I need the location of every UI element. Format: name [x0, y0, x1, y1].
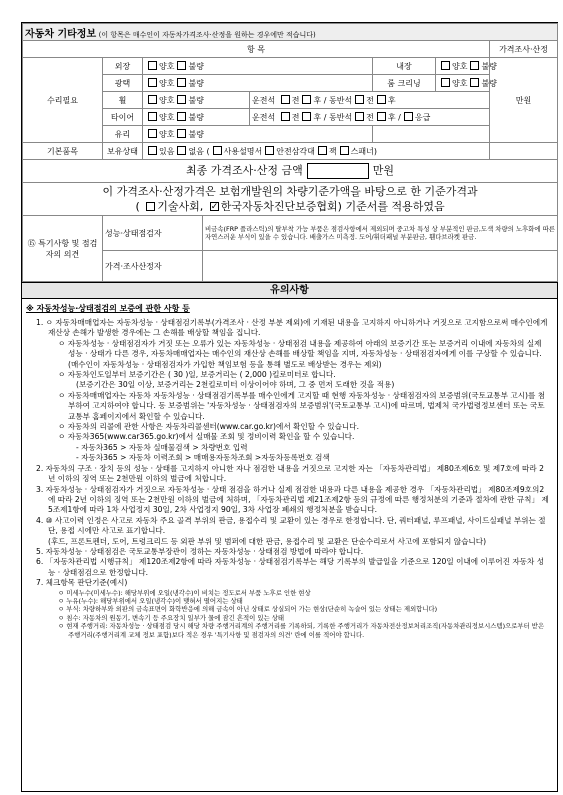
gloss-label: 광택 — [103, 75, 143, 92]
note-1f: ㅇ 자동차의 리콜에 관한 사항은 자동차리콜센터(www.car.go.kr)에서 확인할 수 있습니다. — [58, 422, 359, 432]
gloss-options — [143, 75, 373, 92]
bad-label: 불량 — [481, 61, 497, 71]
note-7d: ㅇ 침수: 자동차의 원동기, 변속기 등 주요장치 일부가 물에 잠긴 흔적이 있는 상태 — [58, 613, 285, 622]
col-price-header: 가격조사·산정 — [490, 41, 558, 58]
rear-label: 후 — [313, 95, 322, 105]
final-price-input[interactable] — [307, 163, 369, 179]
note-1b: ㅇ 자동차성능 · 상태점검자가 거짓 또는 오류가 있는 자동차성능 · 상태점검 내용을 제공하여 아래의 보증기간 또는 보증거리 이내에 자동차의 실제 성능 · 상태가 다른 경우, 자동차매매업자는 매수인의 재산상 손해를 배상할 책임을 지며, 자동차성능 · 상태점검자에게 이를 구상할 수 있습니다.(매수인이 자동차성능 · 상태점검자가 가입한 책임보험 등을 통해 별도로 배상받는 경우는 제외) — [58, 338, 542, 369]
front-label: 전 — [291, 112, 300, 122]
bad-label: 불량 — [481, 78, 497, 88]
spanner-checkbox[interactable] — [340, 146, 349, 155]
gloss-bad-checkbox[interactable] — [177, 78, 186, 87]
good-label: 양호 — [159, 112, 175, 122]
standard-line1: 이 가격조사·산정가격은 보험개발원의 차량기준가액을 바탕으로 한 기준가격과 — [102, 185, 478, 198]
room-options — [436, 75, 497, 92]
tire-passenger-front-checkbox[interactable] — [355, 112, 364, 121]
standard-row — [23, 183, 558, 216]
basic-price — [490, 143, 558, 160]
triangle-label: 안전삼각대 — [276, 146, 315, 156]
standard-association-checkbox[interactable] — [210, 202, 219, 211]
wheel-options — [143, 92, 250, 109]
front-label: 전 — [366, 95, 374, 105]
rear-label: 후 — [387, 112, 396, 122]
final-price-row — [23, 160, 558, 183]
note-1: 1. ㅇ 자동차매매업자는 자동차성능 · 상태점검기록부(가격조사 · 산정 부분 제외)에 기재된 내용을 고지하지 아니하거나 거짓으로 고지함으로써 매수인에게 재산상 손해가 발생한 경우에는 그 손해를 배상할 책임을 집니다. — [36, 318, 548, 338]
note-7a: ㅇ 미세누수(미세누수): 해당부위에 오일(냉각수)이 비치는 정도로서 부품 노후로 인한 현상 — [58, 588, 311, 597]
tire-positions: 운전석 전 후 / 동반석 전 후 / 응급 — [250, 109, 490, 126]
good-label: 양호 — [159, 129, 175, 139]
final-price-label: 최종 가격조사·산정 금액 — [186, 164, 303, 177]
note-7: 7. 체크항목 판단기준(예시) — [36, 578, 128, 588]
driver-label: 운전석 — [252, 112, 276, 122]
driver-label: 운전석 — [252, 95, 276, 105]
good-label: 양호 — [159, 78, 175, 88]
interior-label: 내장 — [373, 58, 436, 75]
standard-society-label: 기술사회, — [157, 200, 204, 213]
final-price-unit: 만원 — [372, 164, 395, 177]
exterior-bad-checkbox[interactable] — [177, 61, 186, 70]
note-7c: ㅇ 부식: 차량하부와 외판의 금속표면이 화학반응에 의해 금속이 아닌 상태로 상실되어 가는 현상(단순히 녹슬어 있는 상태는 제외합니다) — [58, 605, 438, 614]
tire-driver-rear-checkbox[interactable] — [302, 112, 311, 121]
standard-society-checkbox[interactable] — [146, 202, 155, 211]
emergency-label: 응급 — [414, 112, 431, 122]
tire-label: 타이어 — [103, 109, 143, 126]
bad-label: 불량 — [188, 112, 204, 122]
note-4: 4. ⑩ 사고이력 인정은 사고로 자동차 주요 골격 부위의 판금, 용접수리 및 교환이 있는 경우로 한정합니다. 단, 쿼터패널, 루프패널, 사이드실패널 부위는 절단, 용접 시에만 사고로 표기합니다. — [36, 515, 546, 536]
basic-has-checkbox[interactable] — [148, 146, 157, 155]
basic-options: 있음 없음 ( 사용설명서 안전삼각대 잭 스패너) — [143, 143, 490, 160]
exterior-options — [143, 58, 373, 75]
repair-group-label: 수리필요 — [23, 58, 103, 143]
none-label: 없음 — [188, 146, 204, 156]
tire-emergency-checkbox[interactable] — [404, 112, 413, 121]
exterior-label: 외장 — [103, 58, 143, 75]
wheel-bad-checkbox[interactable] — [177, 95, 186, 104]
room-bad-checkbox[interactable] — [470, 78, 479, 87]
standard-line2: ( 기술사회, ✓ 한국자동차진단보증협회) 기준서를 적용하였음 — [25, 199, 555, 214]
title-note: (이 항목은 매수인이 자동차가격조사·산정을 원하는 경우에만 적습니다) — [98, 30, 316, 39]
notice-subtitle: ※ 자동차성능·상태점검의 보증에 관한 사항 등 — [26, 304, 190, 313]
jack-checkbox[interactable] — [318, 146, 327, 155]
room-cleaning-label: 룸 크리닝 — [373, 75, 436, 92]
bad-label: 불량 — [188, 78, 204, 88]
rear-label: 후 — [387, 95, 396, 105]
basic-status-label: 보유상태 — [103, 143, 143, 160]
good-label: 양호 — [452, 78, 468, 88]
title: 자동차 기타정보 — [25, 28, 97, 40]
has-label: 있음 — [159, 146, 175, 156]
notice-list — [22, 318, 557, 639]
section-title — [23, 24, 558, 41]
good-label: 양호 — [159, 95, 175, 105]
note-1e: ㅇ 자동차매매업자는 자동차 자동차성능 · 상태점검기록부를 매수인에게 고지할 때 현행 자동차성능 · 상태점검자의 보증범위(국토교통부 고시)를 첨부하여 고지하여야 합니다. 동 보증범위는 '자동차성능 · 상태점검자의 보증범위'(국토교통부 고시)에 따르며, 법제처 국가법령정보센터 또는 국토교통부 홈페이지에서 확인할 수 있습니다. — [58, 390, 546, 421]
gloss-good-checkbox[interactable] — [148, 78, 157, 87]
passenger-label: 동반석 — [328, 112, 353, 122]
note-2: 2. 자동차의 구조 · 장치 등의 성능 · 상태를 고지하지 아니한 자나 점검한 내용을 거짓으로 고지한 자는 「자동차관리법」 제80조제6호 및 제7호에 따라 2년 이하의 징역 또는 2천만원 이하의 벌금에 처합니다. — [36, 463, 544, 484]
other-info-table — [22, 23, 558, 282]
note-4b: (후드, 프론트펜더, 도어, 트렁크리드 등 외판 부위 및 범퍼에 대한 판금, 용접수리 및 교환은 단순수리로서 사고에 포함되지 않습니다) — [48, 536, 487, 546]
glass-empty — [373, 126, 490, 143]
col-item-header: 항 목 — [23, 41, 490, 58]
bad-label: 불량 — [188, 129, 204, 139]
inspector-opinion: 비금속(FRP 플라스틱)의 탈부착 가능 부품은 점검사항에서 제외되며 중고차 특성 상 부분적인 판금,도색 차량의 노후화에 따른 자연스러운 부식이 있을 수 있습니다. 배출가스 미측정. 도어/휘더패널 부분판금, 휀다브라켓 판금. — [203, 216, 558, 251]
tire-bad-checkbox[interactable] — [177, 112, 186, 121]
note-5: 5. 자동차성능 · 상태점검은 국토교통부장관이 정하는 자동차성능 · 상태점검 방법에 따라야 합니다. — [36, 546, 364, 556]
wheel-driver-rear-checkbox[interactable] — [302, 95, 311, 104]
tire-options — [143, 109, 250, 126]
note-3: 3. 자동차성능 · 상태점검자가 거짓으로 자동차성능 · 상태 점검을 하거나 실제 점검한 내용과 다른 내용을 제공한 경우 「자동차관리법」 제80조제9호의2에 따라 2년 이하의 징역 또는 2천만원 이하의 벌금에 처하며, 「자동차관리법 제21조제2항 등의 규정에 따른 행정처분의 기준과 절차에 관한 규칙」 제5조제1항에 따라 1차 사업정지 30일, 2차 사업정지 90일, 3차 사업장 폐쇄의 행정처분을 받습니다. — [36, 484, 549, 515]
standard-tail: ) 기준서를 적용하였음 — [337, 200, 445, 213]
basic-items-label: 기본품목 — [23, 143, 103, 160]
note-1i: - 자동차365 > 자동차 이력조회 > 매매용자동차조회 >자동차등록번호 검색 — [76, 453, 330, 463]
manual-checkbox[interactable] — [213, 146, 222, 155]
notice-header: 유의사항 — [22, 282, 557, 299]
front-label: 전 — [366, 112, 374, 122]
wheel-positions: 운전석 전 후 / 동반석 전 후 — [250, 92, 490, 109]
price-assessor-opinion — [203, 251, 558, 282]
wheel-passenger-rear-checkbox[interactable] — [377, 95, 386, 104]
price-assessor-label: 가격·조사산정자 — [103, 251, 203, 282]
tire-passenger-rear-checkbox[interactable] — [377, 112, 386, 121]
note-6: 6. 「자동차관리법 시행규칙」 제120조제2항에 따라 자동차성능 · 상태점검기록부는 해당 기록부의 발급일을 기준으로 120일 이내에 이루어진 자동차 성능 · 상태점검으로 한정합니다. — [36, 557, 545, 577]
note-1g: ㅇ 자동차365(www.car365.go.kr)에서 실매물 조회 및 정비이력 확인을 할 수 있습니다. — [58, 432, 355, 442]
interior-good-checkbox[interactable] — [441, 61, 450, 70]
wheel-label: 휠 — [103, 92, 143, 109]
bad-label: 불량 — [188, 61, 204, 71]
glass-options — [143, 126, 373, 143]
passenger-label: 동반석 — [328, 95, 353, 105]
interior-bad-checkbox[interactable] — [470, 61, 479, 70]
repair-price: 만원 — [490, 58, 558, 143]
note-7b: ㅇ 누유(누수): 해당부위에서 오일(냉각수)이 맺혀서 떨어지는 상태 — [58, 596, 243, 605]
note-7e: ㅇ 현재 주행거리: 자동차성능 · 상태점검 당시 해당 차량 주행거리계의 주행거리를 기록하되, 기록한 주행거리가 자동차전산정보처리조직(자동차관리정보시스템)으로부터 받은 주행거리(주행거리계 교체 정보 포함)보다 적은 경우 '특기사항 및 점검자의 의견' 란에 이를 적어야 합니다. — [58, 622, 545, 639]
glass-good-checkbox[interactable] — [148, 129, 157, 138]
tire-driver-front-checkbox[interactable] — [281, 112, 290, 121]
inspector-label: 성능·상태점검자 — [103, 216, 203, 251]
front-label: 전 — [291, 95, 300, 105]
note-1d: (보증기간은 30일 이상, 보증거리는 2천킬로미터 이상이어야 하며, 그 중 먼저 도래한 것을 적용) — [76, 380, 395, 390]
standard-association-label: 한국자동차진단보증협회 — [220, 200, 338, 213]
note-1c: ㅇ 자동차인도일부터 보증기간은 ( 30 )일, 보증거리는 ( 2,000 )킬로미터로 합니다. — [58, 370, 336, 380]
wheel-good-checkbox[interactable] — [148, 95, 157, 104]
jack-label: 잭 — [328, 146, 337, 156]
tire-good-checkbox[interactable] — [148, 112, 157, 121]
glass-label: 유리 — [103, 126, 143, 143]
good-label: 양호 — [452, 61, 468, 71]
rear-label: 후 — [313, 112, 322, 122]
spanner-label: 스패너 — [350, 146, 374, 156]
good-label: 양호 — [159, 61, 175, 71]
exterior-good-checkbox[interactable] — [148, 61, 157, 70]
wheel-passenger-front-checkbox[interactable] — [355, 95, 364, 104]
room-good-checkbox[interactable] — [441, 78, 450, 87]
basic-none-checkbox[interactable] — [177, 146, 186, 155]
glass-bad-checkbox[interactable] — [177, 129, 186, 138]
vehicle-other-info-form — [21, 22, 558, 792]
wheel-driver-front-checkbox[interactable] — [281, 95, 290, 104]
triangle-checkbox[interactable] — [265, 146, 274, 155]
manual-label: 사용설명서 — [223, 146, 263, 156]
special-notes-label: ⑮ 특기사항 및 점검자의 의견 — [23, 216, 103, 282]
note-1h: - 자동차365 > 자동차 실매물검색 > 차량번호 입력 — [76, 442, 248, 452]
bad-label: 불량 — [188, 95, 204, 105]
interior-options — [436, 58, 497, 75]
